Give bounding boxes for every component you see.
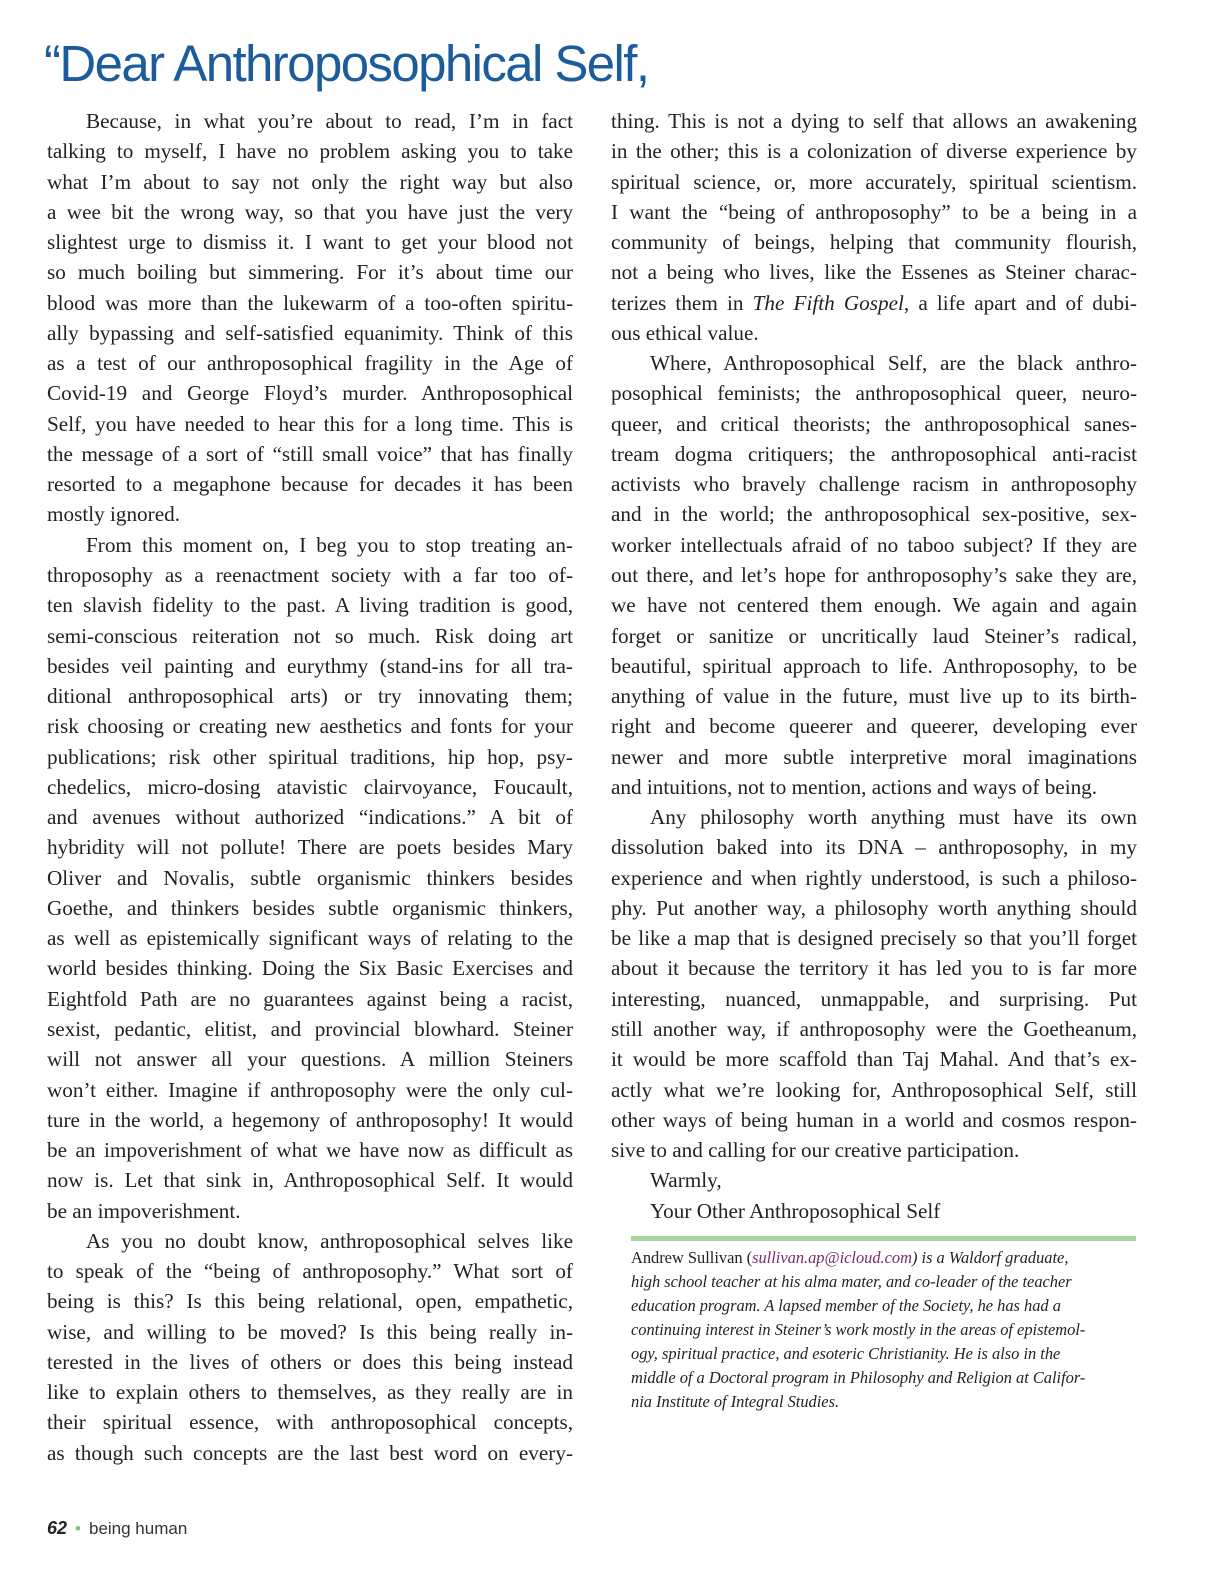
text-line: queer, and critical theorists; the anthroposophical sanes- — [611, 411, 1137, 436]
text-line: will not answer all your questions. A million Steiners — [47, 1047, 573, 1072]
publication-name: being human — [88, 1519, 188, 1538]
text-line: interesting, nuanced, unmappable, and surprising. Put — [611, 986, 1137, 1011]
author-name: Andrew Sullivan — [631, 1248, 743, 1267]
text-line: not a being who lives, like the Essenes as Steiner charac- — [611, 260, 1137, 285]
text-line: Covid-19 and George Floyd’s murder. Anthroposophical — [47, 381, 573, 406]
bio-line: nia Institute of Integral Studies. — [631, 1392, 840, 1411]
text-line: forget or sanitize or uncritically laud Steiner’s radical, — [611, 623, 1137, 648]
text-line: posophical feminists; the anthroposophical queer, neuro- — [611, 381, 1137, 406]
text-line: thing. This is not a dying to self that allows an awakening — [611, 109, 1137, 133]
text-line: ture in the world, a hegemony of anthroposophy! It would — [47, 1107, 573, 1132]
text-line: throposophy as a reenactment society with a far too of- — [47, 562, 573, 587]
text-line: Self, you have needed to hear this for a long time. This is — [47, 411, 573, 436]
text-column-left — [47, 106, 573, 1468]
bio-text: ) is a Waldorf graduate, — [911, 1248, 1069, 1267]
text-line: we have not centered them enough. We again and again — [611, 593, 1137, 618]
text-line: ten slavish fidelity to the past. A living tradition is good, — [47, 593, 573, 618]
text-line: in the other; this is a colonization of diverse experience by — [611, 139, 1137, 164]
text-line: besides veil painting and eurythmy (stand-ins for all tra- — [47, 653, 573, 678]
text-line: Warmly, — [650, 1168, 722, 1193]
text-line: semi-conscious reiteration not so much. Risk doing art — [47, 623, 573, 648]
text-line: Where, Anthroposophical Self, are the black anthro- — [650, 351, 1137, 376]
text-line: Eightfold Path are no guarantees against being a racist, — [47, 986, 573, 1011]
text-line: Any philosophy worth anything must have its own — [650, 805, 1137, 830]
text-line: ous ethical value. — [611, 320, 759, 345]
text-line: actly what we’re looking for, Anthroposophical Self, still — [611, 1077, 1137, 1102]
text-line: worker intellectuals afraid of no taboo subject? If they are — [611, 532, 1137, 557]
text-line: mostly ignored. — [47, 502, 181, 527]
text-line: so much boiling but simmering. For it’s about time our — [47, 260, 573, 285]
bio-line: ogy, spiritual practice, and esoteric Christianity. He is also in the — [631, 1344, 1061, 1363]
text-line: right and become queerer and queerer, developing ever — [611, 714, 1137, 739]
text-line: newer and more subtle interpretive moral imaginations — [611, 744, 1137, 769]
text-segment: , a life apart and of dubi- — [903, 290, 1137, 315]
text-line: hybridity will not pollute! There are poets besides Mary — [47, 835, 573, 860]
text-line: Oliver and Novalis, subtle organismic thinkers besides — [47, 865, 573, 890]
text-line: won’t either. Imagine if anthroposophy were the only cul- — [47, 1077, 573, 1102]
bio-line: high school teacher at his alma mater, and co-leader of the teacher — [631, 1272, 1072, 1291]
text-line: sive to and calling for our creative participation. — [611, 1138, 1020, 1163]
text-line: wise, and willing to be moved? Is this being really in- — [47, 1319, 573, 1344]
text-line: chedelics, micro-dosing atavistic clairvoyance, Foucault, — [47, 774, 573, 799]
text-line: to speak of the “being of anthroposophy.” What sort of — [47, 1259, 573, 1284]
text-line: still another way, if anthroposophy were the Goetheanum, — [611, 1016, 1137, 1041]
text-line: as a test of our anthroposophical fragility in the Age of — [47, 351, 573, 376]
text-line: As you no doubt know, anthroposophical selves like — [86, 1228, 573, 1253]
text-line: about it because the territory it has led you to is far more — [611, 956, 1137, 981]
text-line: talking to myself, I have no problem asking you to take — [47, 139, 573, 164]
text-line: Your Other Anthroposophical Self — [650, 1198, 941, 1223]
text-line: From this moment on, I beg you to stop treating an- — [86, 532, 573, 557]
text-line: resorted to a megaphone because for decades it has been — [47, 472, 573, 497]
text-line: and intuitions, not to mention, actions and ways of being. — [611, 774, 1098, 799]
text-line: like to explain others to themselves, as they really are in — [47, 1380, 573, 1405]
text-line: anything of value in the future, must live up to its birth- — [611, 684, 1137, 709]
text-line: tream dogma critiquers; the anthroposophical anti-racist — [611, 441, 1137, 466]
text-line: a wee bit the wrong way, so that you have just the very — [47, 199, 573, 224]
page-number: 62 — [47, 1518, 68, 1538]
paragraph — [611, 348, 1137, 802]
text-line: experience and when rightly understood, is such a philoso- — [611, 865, 1137, 890]
paren: ( — [742, 1248, 753, 1267]
text-line: what I’m about to say not only the right way but also — [47, 169, 573, 194]
text-line: their spiritual essence, with anthroposophical concepts, — [47, 1410, 573, 1435]
text-line: sexist, pedantic, elitist, and provincial blowhard. Steiner — [47, 1016, 573, 1041]
text-line: the message of a sort of “still small voice” that has finally — [47, 441, 573, 466]
author-email-link[interactable]: sullivan.ap@icloud.com — [752, 1248, 912, 1267]
bio-line — [631, 1246, 1136, 1270]
article-title: “Dear Anthroposophical Self, — [44, 35, 649, 92]
text-line: spiritual science, or, more accurately, spiritual scientism. — [611, 169, 1137, 194]
text-line: risk choosing or creating new aesthetics and fonts for your — [47, 714, 573, 739]
bio-line: education program. A lapsed member of the Society, he has had a — [631, 1296, 1061, 1315]
text-line: community of beings, helping that community flourish, — [611, 230, 1137, 255]
paragraph — [611, 802, 1137, 1165]
text-line — [611, 288, 1137, 318]
author-bio — [631, 1236, 1136, 1414]
text-line: being is this? Is this being relational, open, empathetic, — [47, 1289, 573, 1314]
text-line: it would be more scaffold than Taj Mahal. And that’s ex- — [611, 1047, 1137, 1072]
text-line: Because, in what you’re about to read, I’m in fact — [86, 109, 573, 133]
text-segment: terizes them in — [611, 290, 753, 315]
text-line: ditional anthroposophical arts) or try innovating them; — [47, 684, 573, 709]
paragraph — [47, 1226, 573, 1468]
separator-dot: • — [75, 1519, 81, 1538]
text-line: and avenues without authorized “indications.” A bit of — [47, 805, 573, 830]
text-line: as though such concepts are the last best word on every- — [47, 1440, 573, 1465]
bio-line: middle of a Doctoral program in Philosophy and Religion at Califor- — [631, 1368, 1086, 1387]
paragraph — [611, 106, 1137, 348]
text-line: slightest urge to dismiss it. I want to get your blood not — [47, 230, 573, 255]
text-line: publications; risk other spiritual traditions, hip hop, psy- — [47, 744, 573, 769]
text-line: out there, and let’s hope for anthroposophy’s sake they are, — [611, 562, 1137, 587]
text-line: I want the “being of anthroposophy” to be a being in a — [611, 199, 1137, 224]
text-line: be like a map that is designed precisely so that you’ll forget — [611, 926, 1137, 951]
text-line: be an impoverishment. — [47, 1198, 241, 1223]
text-line: ally bypassing and self-satisfied equanimity. Think of this — [47, 320, 573, 345]
text-line: terested in the lives of others or does this being instead — [47, 1349, 573, 1374]
text-line: world besides thinking. Doing the Six Basic Exercises and — [47, 956, 573, 981]
paragraph — [47, 530, 573, 1226]
text-line: Goethe, and thinkers besides subtle organismic thinkers, — [47, 895, 573, 920]
text-line: be an impoverishment of what we have now as difficult as — [47, 1138, 573, 1163]
bio-line: continuing interest in Steiner’s work mostly in the areas of epistemol- — [631, 1320, 1086, 1339]
text-line: activists who bravely challenge racism in anthroposophy — [611, 472, 1137, 497]
text-line: phy. Put another way, a philosophy worth anything should — [611, 895, 1137, 920]
text-line: dissolution baked into its DNA – anthroposophy, in my — [611, 835, 1137, 860]
paragraph — [611, 1165, 1137, 1195]
paragraph — [47, 106, 573, 530]
text-line: and in the world; the anthroposophical sex-positive, sex- — [611, 502, 1137, 527]
text-line: beautiful, spiritual approach to life. Anthroposophy, to be — [611, 653, 1137, 678]
text-line: as well as epistemically significant ways of relating to the — [47, 926, 573, 951]
paragraph — [611, 1196, 1137, 1226]
book-title: The Fifth Gospel — [752, 290, 904, 315]
text-line: now is. Let that sink in, Anthroposophical Self. It would — [47, 1168, 573, 1193]
page-footer — [47, 1518, 187, 1539]
text-column-right — [611, 106, 1137, 1226]
text-line: other ways of being human in a world and cosmos respon- — [611, 1107, 1137, 1132]
text-line: blood was more than the lukewarm of a too-often spiritu- — [47, 290, 573, 315]
